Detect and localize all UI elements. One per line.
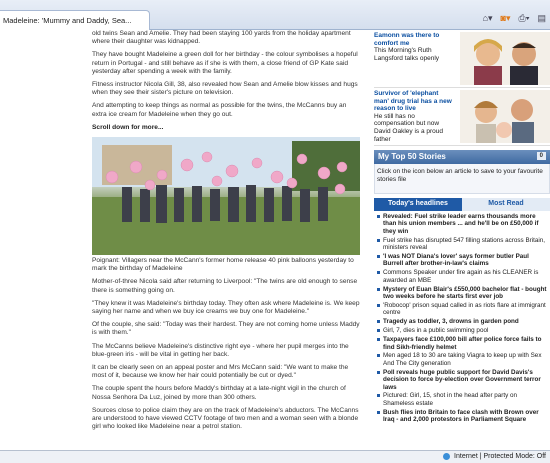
promo-oakley[interactable] — [374, 88, 550, 146]
print-icon[interactable]: ⎙▾ — [518, 13, 530, 23]
promo-text: This Morning's Ruth Langsford talks openly — [374, 47, 440, 62]
headline-item[interactable]: Men aged 18 to 30 are taking Viagra to keep up with Sex And The City generation — [376, 352, 548, 367]
promo-headline[interactable]: Survivor of 'elephant man' drug trial has a new reason to live — [374, 90, 452, 113]
promo-ruth[interactable] — [374, 30, 550, 88]
headline-item[interactable]: 'Robocop' prison squad called in as riots flare at immigrant centre — [376, 302, 548, 317]
article-paragraph: old twins Sean and Amelie. They had been staying 100 yards from the holiday apartment where their daughter was kidnapped. — [92, 30, 351, 46]
rss-icon[interactable]: ◙▾ — [500, 13, 511, 23]
balloon-photo-illustration — [92, 137, 360, 255]
page-icon[interactable]: ▤ — [537, 13, 546, 23]
article-paragraph: "They knew it was Madeleine's birthday today. They often ask where Madeleine is. We keep saying her name and when we buy ice creams we buy one for Madeleine." — [92, 299, 360, 316]
headline-item[interactable]: Taxpayers face £100,000 bill after police force fails to find Sikh-friendly helmet — [376, 336, 548, 351]
article-paragraph: Sources close to police claim they are on the track of Madeleine's abductors. The McCanns are understood to have viewed CCTV footage of two men and a woman seen with a blonde girl who looked like Madeleine near a petrol station. — [92, 406, 359, 431]
tab-todays-headlines[interactable]: Today's headlines — [374, 198, 462, 211]
article-body — [92, 30, 360, 436]
globe-icon — [443, 453, 450, 460]
top50-title: My Top 50 Stories — [378, 152, 446, 161]
article-paragraph: Mother-of-three Nicola said after returning to Liverpool: "The twins are old enough to sense there is something going on. — [92, 278, 358, 294]
browser-toolbar — [0, 0, 550, 30]
status-bar — [0, 450, 550, 463]
promo-text: He still has no compensation but now David Oakley is a proud father — [374, 112, 444, 143]
article-paragraph: Of the couple, she said: "Today was their hardest. They are not coming home unless Maddy is with them." — [92, 321, 360, 337]
sidebar — [374, 30, 550, 425]
top50-header — [374, 150, 550, 164]
headline-item[interactable]: Mystery of Euan Blair's £550,000 bachelor flat - bought two weeks before he starts first ever job — [376, 286, 548, 301]
headline-item[interactable]: Pictured: Girl, 15, shot in the head after party on Shameless estate — [376, 392, 548, 407]
headline-item[interactable]: Bush flies into Britain to face clash with Brown over Iraq - and 2,000 protestors in Parliament Square — [376, 409, 548, 424]
article-paragraph: Fitness instructor Nicola Gill, 38, also revealed how Sean and Amelie blow kisses and hugs when they see their sister's picture on television. — [92, 81, 358, 97]
top50-count: 0 — [537, 152, 546, 160]
home-icon[interactable]: ⌂▾ — [482, 13, 493, 23]
headline-tabs — [374, 198, 550, 211]
article-paragraph: The McCanns believe Madeleine's distinctive right eye - where her pupil merges into the blue-green iris - will be vital in getting her back. — [92, 342, 349, 358]
top50-info: Click on the icon below an article to save to your favourite stories file — [374, 164, 550, 194]
headline-item[interactable]: Fuel strike has disrupted 547 filling stations across Britain, ministers reveal — [376, 237, 548, 252]
article-paragraph: And attempting to keep things as normal as possible for the twins, the McCanns buy an extra ice cream for Madeleine when they go out. — [92, 102, 347, 118]
browser-tab[interactable]: Madeleine: 'Mummy and Daddy, Sea... — [0, 10, 150, 30]
headline-item[interactable]: 'I was NOT Diana's lover' says former butler Paul Burrell after brother-in-law's claims — [376, 253, 548, 268]
toolbar-icons — [483, 13, 546, 24]
headline-list — [374, 211, 550, 424]
article-photo — [92, 137, 360, 255]
headline-item[interactable]: Commons Speaker under fire again as his CLEANER is awarded an MBE — [376, 269, 548, 284]
article-paragraph: The couple spent the hours before Maddy's birthday at a late-night vigil in the church of Nossa Senhora Da Luz, joined by more than 300 others. — [92, 385, 346, 401]
article-paragraph: It can be clearly seen on an appeal poster and Mrs McCann said: "We want to make the most of it, because we know her hair could potentially be cut or dyed." — [92, 364, 349, 380]
article-paragraph: They have bought Madeleine a green doll for her birthday - the colour symbolises a hopeful return in Portugal - and still behave as if she is with them, a close friend of GP Kate said yesterday after spending a week with the family. — [92, 51, 358, 75]
photo-caption: Poignant: Villagers near the McCann's former home release 40 pink balloons yesterday to mark the birthday of Madeleine — [92, 257, 354, 273]
promo-photo[interactable] — [460, 90, 550, 143]
headline-item[interactable]: Tragedy as toddler, 3, drowns in garden pond — [376, 318, 548, 325]
headline-item[interactable]: Poll reveals huge public support for David Davis's decision to force by-election over Government terror laws — [376, 369, 548, 391]
promo-photo[interactable] — [460, 32, 550, 85]
headline-item[interactable]: Girl, 7, dies in a public swimming pool — [376, 327, 548, 334]
headline-item[interactable]: Revealed: Fuel strike leader earns thousands more than his union members ... and he'll be on £50,000 if they win — [376, 213, 548, 235]
security-zone[interactable]: Internet | Protected Mode: Off — [454, 453, 546, 460]
page-content — [0, 30, 550, 450]
promo-headline[interactable]: Eamonn was there to comfort me — [374, 32, 440, 47]
scroll-more-link: Scroll down for more... — [92, 123, 164, 131]
tab-most-read[interactable]: Most Read — [462, 198, 550, 211]
